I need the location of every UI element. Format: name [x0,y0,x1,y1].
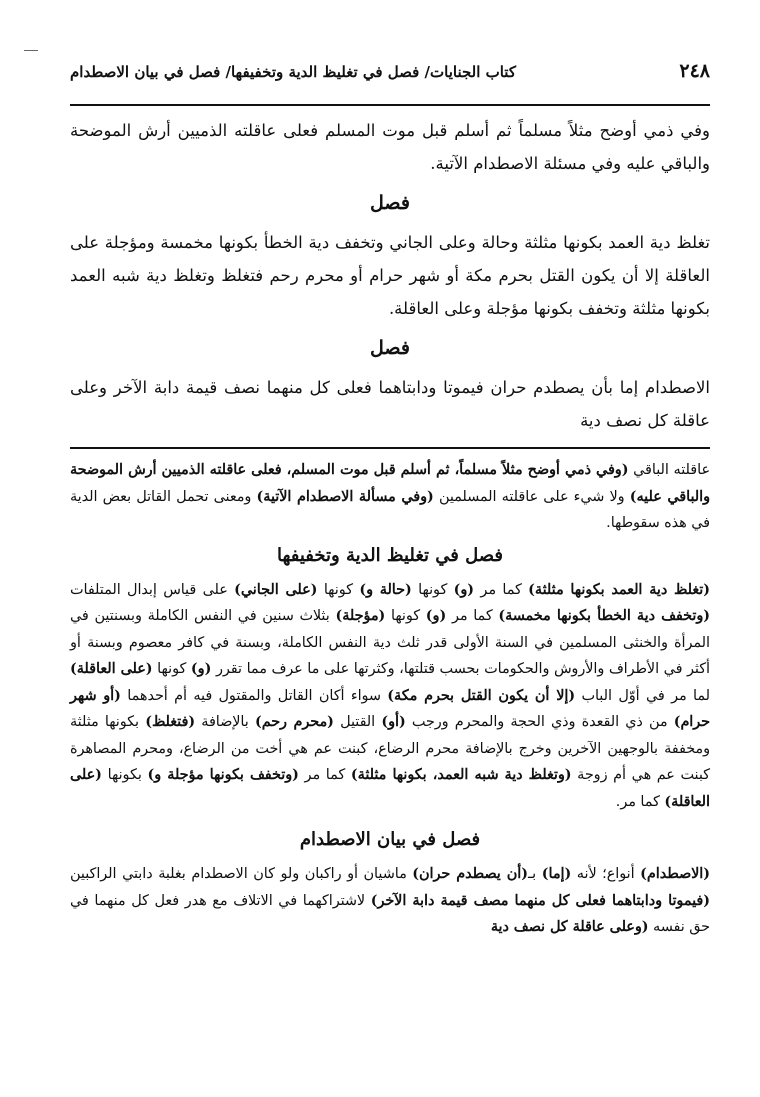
commentary-run: أنواع؛ لأنه [571,866,641,882]
page-number: ٢٤٨ [679,60,710,82]
commentary-run: بـ [527,866,542,882]
matn-sharh-divider [70,447,710,449]
commentary-run: كما مر [298,767,351,783]
sharh-paragraph-3 [70,861,710,941]
commentary-run: سواء أكان القاتل والمقتول فيه أم أحدهما [120,687,388,704]
matn-quote-run: (أو شهر حرام) [70,687,711,730]
matn-quote-run: (وتخفف دية الخطأ بكونها مخمسة) [498,608,710,624]
matn-quote-run: (و) [425,608,447,624]
matn-quote-run: (على العاقلة) [70,767,710,810]
matn-quote-run: (وعلى عاقلة كل نصف دية [490,919,649,935]
matn-heading-fasl-1: فصل [370,192,410,214]
matn-paragraph-2: تغلظ دية العمد بكونها مثلثة وحالة وعلى الجاني وتخفف دية الخطأ بكونها مخمسة ومؤجلة على العاقلة إلا أن يكون القتل بحرم مكة أو شهر حرام أو محرم رحم فتغلظ وتغلظ دية شبه العمد بكونها مثلثة وتخفف بكونها مؤجلة وعلى العاقلة. [70,233,710,318]
matn-quote-run: (الاصطدام) [640,866,710,882]
commentary-run: كونها [411,581,454,598]
commentary-run: من ذي القعدة وذي الحجة والمحرم ورجب [405,714,674,730]
commentary-run: لما مر في أوّل الباب [575,687,710,704]
matn-paragraph-3: الاصطدام إما بأن يصطدم حران فيموتا ودابتاهما فعلى كل منهما نصف قيمة دابة الآخر وعلى عاقلة كل نصف دية [70,378,710,430]
commentary-run: كما مر [474,581,529,598]
matn-heading-fasl-2: فصل [370,337,410,359]
matn-quote-run: (فيموتا ودابتاهما فعلى كل منهما مصف قيمة دابة الآخر) [370,892,710,909]
sharh-heading-istidam: فصل في بيان الاصطدام [299,829,481,850]
commentary-run: ولا شيء على عاقلته المسلمين [433,488,630,505]
matn-quote-run: (حالة و) [359,581,412,598]
matn-quote-run: (أن يصطدم حران) [412,866,528,882]
sharh-paragraph-1 [70,457,710,537]
commentary-run: لاشتراكهما في الاتلاف مع هدر فعل كل منهما في حق نفسه [70,892,710,935]
running-title: كتاب الجنايات/ فصل في تغليظ الدية وتخفيفها/ فصل في بيان الاصطدام [70,63,516,81]
commentary-run: عاقلته الباقي [628,462,710,478]
matn-quote-run: (على العاقلة) [70,661,153,677]
margin-mark [24,50,38,51]
sharh-paragraph-2 [70,577,710,816]
matn-quote-run: (وتغلظ دية شبه العمد، بكونها مثلثة) [350,767,572,783]
matn-quote-run: (و) [190,661,212,677]
matn-quote-run: (وتخفف بكونها مؤجلة و) [147,767,299,783]
matn-paragraph-1: وفي ذمي أوضح مثلاً مسلماً ثم أسلم قبل موت المسلم فعلى عاقلته الذميين أرش الموضحة والباقي عليه وفي مسئلة الاصطدام الآتية. [70,121,710,173]
commentary-run: ماشيان أو راكبان ولو كان الاصطدام بغلبة دابتي الراكبين [70,866,413,882]
page-header [70,60,710,106]
book-page [70,60,710,941]
commentary-run: بكونها مثلثة ومخففة بالوجهين الآخرين وخرج بالإضافة محرم الرضاع، كبنت عم هي أخت من الرضاع، ومحرم المصاهرة كبنت عم هي أم زوجة [70,714,710,783]
sharh-heading-diyah: فصل في تغليظ الدية وتخفيفها [276,544,504,566]
commentary-run: ومعنى تحمل القاتل بعض الدية في هذه سقوطها. [70,488,710,531]
matn-quote-run: (مؤجلة) [335,608,386,624]
matn-quote-run: (إلا أن يكون القتل بحرم مكة) [387,687,576,704]
commentary-run: بثلاث سنين في النفس الكاملة وبسنتين في المرأة والخنثى المسلمين في السنة الأولى قدر ثلث دية النفس الكاملة، وبسنة في كافر معصوم وبسنة أو أكثر في الأطراف والأروش والحكومات بحسب قتلتها، وكثرتها على ما عرف مما تقرر [70,608,710,677]
matn-quote-run: (وفي ذمي أوضح مثلاً مسلماً، ثم أسلم قبل موت المسلم، فعلى عاقلته الذميين أرش الموضحة والباقي عليه) [70,462,710,505]
commentary-run: كما مر. [615,793,665,810]
commentary-run: بكونها [101,767,148,783]
matn-quote-run: (و) [453,581,475,598]
matn-quote-run: (تغلظ دية العمد بكونها مثلثة) [528,581,710,598]
commentary-run: القتيل [333,714,382,730]
matn-quote-run: (فتغلظ) [145,714,196,730]
matn-quote-run: (محرم رحم) [254,714,334,730]
matn-quote-run: (إما) [541,866,572,882]
matn-quote-run: (أو) [381,714,406,730]
commentary-run: على قياس إبدال المتلفات [70,581,235,598]
commentary-run: كما مر [446,608,499,624]
matn-quote-run: (وفي مسألة الاصطدام الآتية) [256,488,434,505]
commentary-run: كونها [152,661,191,677]
commentary-run: بالإضافة [195,714,255,730]
commentary-run: كونها [317,581,360,598]
commentary-run: كونها [385,608,426,624]
matn-quote-run: (على الجاني) [234,581,318,598]
